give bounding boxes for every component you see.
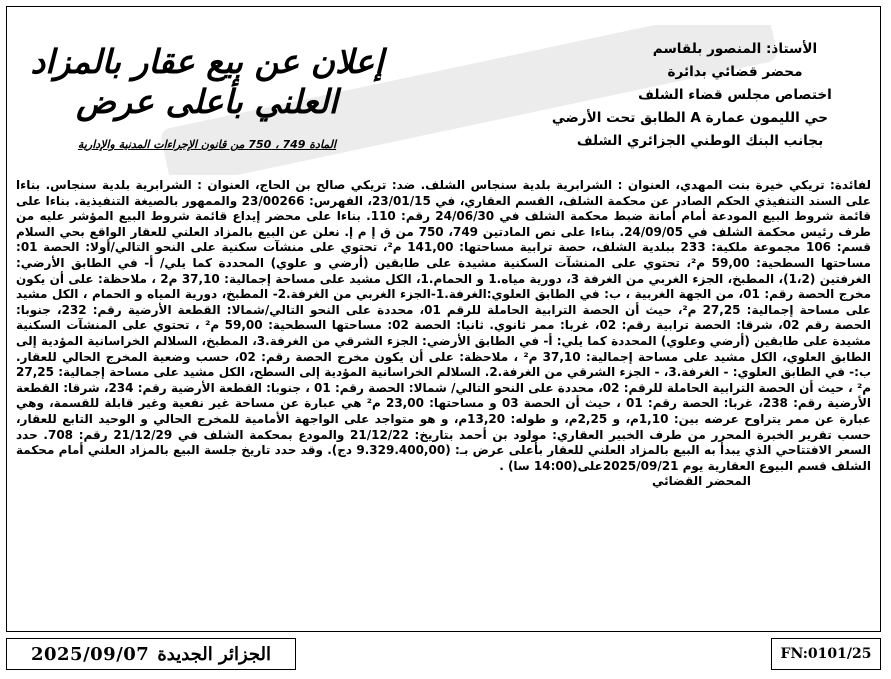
bailiff-name: الأستاذ: المنصور بلقاسم xyxy=(652,41,818,57)
publication-date: 2025/09/07 xyxy=(30,643,150,665)
ad-title-line1: إعلان عن بيع عقار بالمزاد xyxy=(30,42,384,81)
bailiff-info xyxy=(465,38,855,153)
ad-body xyxy=(16,178,871,598)
newspaper-footer xyxy=(6,638,296,670)
ad-signature: المحضر القضائي xyxy=(651,474,751,489)
ad-header-left xyxy=(22,42,392,151)
bailiff-title: محضر قضائي بدائرة xyxy=(667,64,803,80)
bailiff-address-line1: حي الليمون عمارة A الطابق تحت الأرضي xyxy=(551,110,829,126)
ad-title-line2: العلني بأعلى عرض xyxy=(76,82,338,121)
ad-body-text: لفائدة: تريكي خيرة بنت المهدي، العنوان : الشرابرية بلدية سنجاس الشلف. ضد: تريكي صالح بن الحاج، العنوان : الشرابرية بلدية سنجاس. بناءا على السند التنفيذي الحكم الصادر عن محكمة الشلف، القسم العقاري، في 23/01/15، الفهرس: 23/00266 والممهور بالصيغة التنفيذية. بناءا على قائمة شروط البيع المودعة أمام أمانة ضبط محكمة الشلف في 24/06/30 رقم: 110. بناءا على محضر إيداع قائمة شروط البيع المؤشر عليه من طرف رئيس محكمة الشلف في 24/09/05. بناءا على نص المادتين 749، 750 من ق إ م إ. نعلن عن البيع بالمزاد العلني للعقار الواقع بحي السلام قسم: 106 مجموعة ملكية: 233 ببلدية الشلف، حصة ترابية مساحتها: 141,00 م²، تحتوي على منشآت سكنية على النحو التالي/أولا: الحصة 01: مساحتها السطحية: 59,00 م²، تحتوي على المنشآت السكنية مشيدة على طابقين (أرضي و علوي) المحددة كما يلي/ أ- في الطابق الأرضي: الغرفتين (1،2)، المطبخ، الجزء الغربي من الغرفة 3، دورية مياه.1 و الحمام.1، الكل مشيد على مساحة إجمالية: 37,10 م2 ، ملاحظة: على أن يكون مخرج الحصة رقم: 01، من الجهة الغربية ، ب: في الطابق العلوي:الغرفة.1-الجزء الغربي من الغرفة.2- المطبخ، دورية المياه و الحمام ، الكل مشيد على مساحة إجمالية: 27,25 م²، حيث أن الحصة الترابية الحاملة للرقم 01، محددة على النحو التالي/شمالا: القطعة الأرضية رقم: 232، جنوبا: الحصة رقم 02، شرقا: الحصة ترابية رقم: 02، غربا: ممر ثانوي. ثانيا: الحصة 02: مساحتها السطحية: 59,00 م² ، تحتوي على المنشآت السكنية مشيدة على طابقين (أرضي وعلوي) المحددة كما يلي: أ- في الطابق الأرضي: الجزء الشرقي من الغرفة.3، المطبخ، السلالم الخراسانية المؤدية إلى الطابق العلوي، الكل مشيد على مساحة إجمالية: 37,10 م² ، ملاحظة: على أن يكون مخرج الحصة رقم: 02، حسب وضعية المخرج الحالي للعقار. ب:- في الطابق العلوي: - الغرفة.3، - الجزء الشرقي من الغرفة.2. السلالم الخراسانية المؤدية إلى السطح، الكل مشيد على مساحة إجمالية: 27,25 م² ، حيث أن الحصة الترابية الحاملة للرقم: 02، محددة على النحو التالي/ شمالا: الحصة رقم: 01 ، جنوبا: القطعة الأرضية رقم: 234، شرقا: القطعة الأرضية رقم: 238، غربا: الحصة رقم: 01 ، حيث أن الحصة 03 و مساحتها: 23,00 م² هي عبارة عن مساحة غير نفعية وغير قابلة للقسمة، وهي عبارة عن ممر يتراوح عرضه بين: 1,10م، و 2,25م، و طوله: 13,20م، و هو متواجد على الواجهة الأمامية للمخرج الحالي و الوحيد التابع للعقار، حسب تقرير الخبرة المحرر من طرف الخبير العقاري: مولود بن أحمد بتاريخ: 21/12/22 والمودع بمحكمة الشلف في 21/12/29 رقم: 708. حدد السعر الافتتاحي الذي يبدأ به البيع بالمزاد العلني للعقار بأعلى عرض بـ: (9.329.400,00 دج). وقد حدد تاريخ جلسة البيع بالمزاد العلني أمام محكمة الشلف قسم البيوع العقارية يوم 2025/09/21على(14:00 سا) . xyxy=(16,178,871,473)
ad-legal-reference: المادة 749 ، 750 من قانون الإجراءات المدنية والإدارية xyxy=(77,138,337,151)
newspaper-name: الجزائر الجديدة xyxy=(157,643,272,665)
fn-reference: FN:0101/25 xyxy=(780,646,872,662)
fn-reference-box xyxy=(771,638,881,670)
bailiff-address-line2: بجانب البنك الوطني الجزائري الشلف xyxy=(576,133,824,149)
bailiff-jurisdiction: اختصاص مجلس قضاء الشلف xyxy=(638,87,832,103)
